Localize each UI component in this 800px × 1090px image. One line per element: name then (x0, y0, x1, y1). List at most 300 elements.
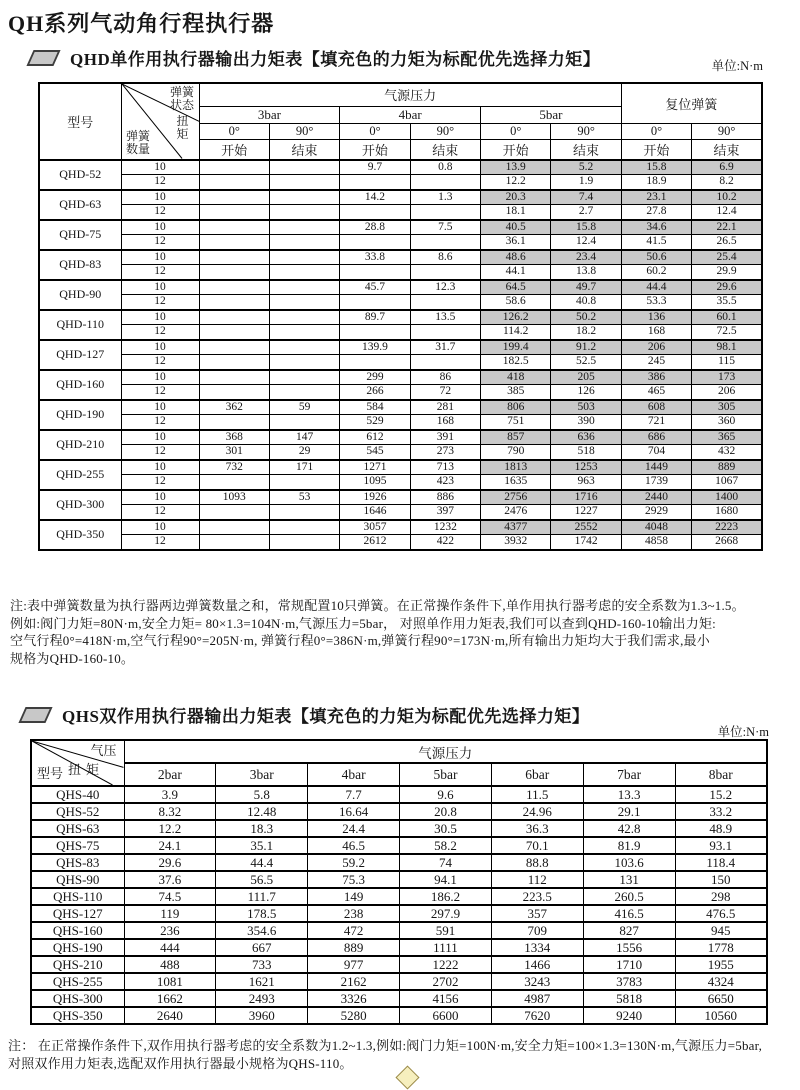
torque-value-cell (199, 205, 269, 220)
model-cell: QHD-110 (39, 310, 121, 340)
torque-value-cell: 1742 (551, 535, 621, 550)
torque-value-cell: 37.6 (124, 871, 216, 888)
angle-col-header: 0° (340, 123, 410, 139)
torque-value-cell (269, 175, 339, 190)
torque-value-cell: 301 (199, 445, 269, 460)
torque-value-cell: 7.7 (308, 786, 400, 803)
torque-value-cell: 42.8 (583, 820, 675, 837)
phase-col-header: 开始 (199, 139, 269, 160)
torque-value-cell: 889 (692, 460, 762, 475)
torque-value-cell: 281 (410, 400, 480, 415)
torque-value-cell (340, 355, 410, 370)
torque-value-cell: 1710 (583, 956, 675, 973)
phase-col-header: 结束 (269, 139, 339, 160)
torque-value-cell (269, 520, 339, 535)
spring-count-cell: 12 (121, 355, 199, 370)
unit-label-2: 单位:N·m (717, 725, 769, 739)
torque-value-cell (340, 295, 410, 310)
spring-count-cell: 10 (121, 280, 199, 295)
torque-value-cell: 15.8 (551, 220, 621, 235)
torque-value-cell: 418 (481, 370, 551, 385)
torque-value-cell: 391 (410, 430, 480, 445)
torque-value-cell: 53 (269, 490, 339, 505)
torque-value-cell: 53.3 (621, 295, 691, 310)
torque-value-cell: 545 (340, 445, 410, 460)
torque-value-cell: 1067 (692, 475, 762, 490)
torque-value-cell: 2756 (481, 490, 551, 505)
model-cell: QHS-210 (31, 956, 124, 973)
model-cell: QHD-210 (39, 430, 121, 460)
torque-value-cell: 36.1 (481, 235, 551, 250)
page-title: QH系列气动角行程执行器 (8, 11, 275, 36)
torque-value-cell: 24.96 (491, 803, 583, 820)
torque-value-cell (199, 190, 269, 205)
torque-value-cell: 472 (308, 922, 400, 939)
torque-value-cell: 58.6 (481, 295, 551, 310)
angle-col-header: 90° (410, 123, 480, 139)
torque-value-cell: 182.5 (481, 355, 551, 370)
note-line: 注:表中弹簧数量为执行器两边弹簧数量之和，常规配置10只弹簧。在正常操作条件下,单作用执行器考虑的安全系数为1.3~1.5。 (10, 598, 745, 613)
torque-value-cell: 115 (692, 355, 762, 370)
phase-col-header: 开始 (621, 139, 691, 160)
spring-count-cell: 10 (121, 460, 199, 475)
torque-value-cell: 9240 (583, 1007, 675, 1024)
torque-value-cell: 168 (410, 415, 480, 430)
torque-value-cell: 10.2 (692, 190, 762, 205)
torque-value-cell: 713 (410, 460, 480, 475)
pressure-col-header: 6bar (491, 763, 583, 786)
torque-value-cell (269, 265, 339, 280)
torque-value-cell (199, 415, 269, 430)
torque-value-cell: 260.5 (583, 888, 675, 905)
torque-value-cell (269, 370, 339, 385)
model-cell: QHD-75 (39, 220, 121, 250)
model-cell: QHS-255 (31, 973, 124, 990)
torque-value-cell: 206 (621, 340, 691, 355)
torque-label: 扭矩 (68, 762, 105, 777)
torque-value-cell (199, 265, 269, 280)
torque-value-cell (410, 295, 480, 310)
torque-value-cell: 3057 (340, 520, 410, 535)
model-cell: QHS-90 (31, 871, 124, 888)
note-line: 规格为QHD-160-10。 (10, 650, 135, 666)
torque-value-cell: 2702 (400, 973, 492, 990)
spring-count-cell: 12 (121, 175, 199, 190)
model-cell: QHD-83 (39, 250, 121, 280)
torque-value-cell (410, 175, 480, 190)
torque-value-cell (269, 325, 339, 340)
torque-value-cell: 360 (692, 415, 762, 430)
torque-value-cell: 36.3 (491, 820, 583, 837)
torque-value-cell (340, 325, 410, 340)
torque-value-cell: 13.5 (410, 310, 480, 325)
torque-value-cell: 4858 (621, 535, 691, 550)
angle-col-header: 90° (551, 123, 621, 139)
section-marker-parallelogram-icon (18, 707, 52, 723)
torque-value-cell: 3.9 (124, 786, 216, 803)
torque-value-cell: 88.8 (491, 854, 583, 871)
torque-value-cell: 89.7 (340, 310, 410, 325)
torque-value-cell: 529 (340, 415, 410, 430)
torque-value-cell: 518 (551, 445, 621, 460)
torque-value-cell (269, 505, 339, 520)
torque-value-cell: 46.5 (308, 837, 400, 854)
model-cell: QHD-63 (39, 190, 121, 220)
torque-value-cell: 2440 (621, 490, 691, 505)
torque-value-cell: 139.9 (340, 340, 410, 355)
spring-count-cell: 10 (121, 400, 199, 415)
torque-value-cell: 13.3 (583, 786, 675, 803)
air-pressure-header-2: 气源压力 (124, 740, 767, 763)
torque-value-cell: 733 (216, 956, 308, 973)
torque-value-cell: 8.2 (692, 175, 762, 190)
torque-value-cell: 2612 (340, 535, 410, 550)
torque-value-cell: 806 (481, 400, 551, 415)
torque-value-cell: 386 (621, 370, 691, 385)
model-cell: QHS-40 (31, 786, 124, 803)
torque-value-cell (199, 175, 269, 190)
torque-value-cell: 1232 (410, 520, 480, 535)
torque-value-cell (340, 235, 410, 250)
torque-value-cell: 74 (400, 854, 492, 871)
diagonal-header-cell-2 (31, 740, 124, 786)
torque-value-cell: 1.9 (551, 175, 621, 190)
torque-value-cell: 178.5 (216, 905, 308, 922)
model-cell: QHS-350 (31, 1007, 124, 1024)
torque-value-cell: 149 (308, 888, 400, 905)
pressure-col-header: 4bar (340, 106, 481, 123)
torque-value-cell: 3243 (491, 973, 583, 990)
spring-count-cell: 12 (121, 325, 199, 340)
phase-col-header: 结束 (692, 139, 762, 160)
torque-value-cell: 72 (410, 385, 480, 400)
model-column-header: 型号 (39, 83, 121, 160)
spring-count-cell: 10 (121, 430, 199, 445)
torque-value-cell: 977 (308, 956, 400, 973)
torque-value-cell: 131 (583, 871, 675, 888)
phase-col-header: 开始 (481, 139, 551, 160)
pressure-col-header: 4bar (308, 763, 400, 786)
torque-value-cell (199, 160, 269, 175)
torque-value-cell (269, 235, 339, 250)
torque-value-cell (269, 160, 339, 175)
model-cell: QHS-75 (31, 837, 124, 854)
torque-value-cell: 5818 (583, 990, 675, 1007)
torque-value-cell: 0.8 (410, 160, 480, 175)
pressure-col-header: 5bar (400, 763, 492, 786)
section1-header (30, 45, 600, 70)
torque-value-cell: 1778 (675, 939, 767, 956)
torque-value-cell: 354.6 (216, 922, 308, 939)
torque-value-cell: 12.2 (124, 820, 216, 837)
torque-value-cell (340, 175, 410, 190)
torque-value-cell: 18.1 (481, 205, 551, 220)
torque-value-cell: 1635 (481, 475, 551, 490)
torque-value-cell: 1111 (400, 939, 492, 956)
model-cell: QHS-63 (31, 820, 124, 837)
spring-count-cell: 10 (121, 370, 199, 385)
spring-count-cell: 12 (121, 385, 199, 400)
pressure-col-header: 7bar (583, 763, 675, 786)
model-cell: QHD-160 (39, 370, 121, 400)
torque-value-cell: 6600 (400, 1007, 492, 1024)
torque-value-cell: 29.1 (583, 803, 675, 820)
torque-value-cell: 1662 (124, 990, 216, 1007)
torque-value-cell: 357 (491, 905, 583, 922)
torque-value-cell (199, 370, 269, 385)
torque-value-cell (269, 355, 339, 370)
torque-value-cell (340, 205, 410, 220)
torque-value-cell: 7.4 (551, 190, 621, 205)
torque-value-cell: 857 (481, 430, 551, 445)
note-line: 例如:阀门力矩=80N·m,安全力矩= 80×1.3=104N·m,气源压力=5bar， 对照单作用力矩表,我们可以查到QHD-160-10输出力矩: (10, 615, 716, 631)
torque-value-cell: 2476 (481, 505, 551, 520)
torque-value-cell (199, 325, 269, 340)
torque-value-cell: 22.1 (692, 220, 762, 235)
torque-value-cell: 60.2 (621, 265, 691, 280)
pressure-col-header: 3bar (199, 106, 340, 123)
spring-count-cell: 10 (121, 520, 199, 535)
torque-value-cell (340, 265, 410, 280)
torque-value-cell: 3783 (583, 973, 675, 990)
torque-value-cell: 50.6 (621, 250, 691, 265)
torque-value-cell: 704 (621, 445, 691, 460)
torque-value-cell: 81.9 (583, 837, 675, 854)
model-cell: QHD-52 (39, 160, 121, 190)
torque-value-cell: 423 (410, 475, 480, 490)
model-cell: QHD-300 (39, 490, 121, 520)
torque-value-cell: 34.6 (621, 220, 691, 235)
section2-title: QHS双作用执行器输出力矩表【填充色的力矩为标配优先选择力矩】 (62, 707, 590, 726)
pressure-label: 气压 (90, 743, 117, 758)
torque-value-cell (410, 205, 480, 220)
torque-value-cell: 1222 (400, 956, 492, 973)
torque-value-cell: 444 (124, 939, 216, 956)
torque-value-cell (410, 235, 480, 250)
torque-value-cell: 14.2 (340, 190, 410, 205)
torque-value-cell: 40.5 (481, 220, 551, 235)
torque-value-cell: 432 (692, 445, 762, 460)
torque-value-cell: 238 (308, 905, 400, 922)
torque-value-cell: 1716 (551, 490, 621, 505)
model-cell: QHD-127 (39, 340, 121, 370)
air-pressure-header: 气源压力 (199, 83, 621, 106)
torque-value-cell: 732 (199, 460, 269, 475)
torque-value-cell: 12.2 (481, 175, 551, 190)
torque-value-cell (410, 355, 480, 370)
torque-value-cell: 305 (692, 400, 762, 415)
torque-value-cell: 18.2 (551, 325, 621, 340)
torque-value-cell: 27.8 (621, 205, 691, 220)
torque-value-cell: 1.3 (410, 190, 480, 205)
torque-value-cell: 6.9 (692, 160, 762, 175)
torque-value-cell: 59 (269, 400, 339, 415)
torque-value-cell: 1466 (491, 956, 583, 973)
torque-value-cell: 3326 (308, 990, 400, 1007)
torque-value-cell: 168 (621, 325, 691, 340)
torque-value-cell (199, 310, 269, 325)
torque-value-cell: 2162 (308, 973, 400, 990)
torque-value-cell (269, 475, 339, 490)
torque-value-cell: 118.4 (675, 854, 767, 871)
torque-value-cell (199, 475, 269, 490)
torque-value-cell: 584 (340, 400, 410, 415)
torque-value-cell: 751 (481, 415, 551, 430)
torque-value-cell (269, 220, 339, 235)
torque-value-cell: 422 (410, 535, 480, 550)
torque-value-cell: 75.3 (308, 871, 400, 888)
angle-col-header: 90° (269, 123, 339, 139)
spring-count-cell: 10 (121, 340, 199, 355)
torque-value-cell: 150 (675, 871, 767, 888)
model-cell: QHS-110 (31, 888, 124, 905)
torque-value-cell: 1334 (491, 939, 583, 956)
torque-value-cell: 74.5 (124, 888, 216, 905)
torque-value-cell (199, 505, 269, 520)
model-cell: QHS-127 (31, 905, 124, 922)
torque-value-cell: 1095 (340, 475, 410, 490)
section-marker-parallelogram-icon (26, 50, 60, 66)
torque-value-cell: 4987 (491, 990, 583, 1007)
torque-value-cell: 1081 (124, 973, 216, 990)
pressure-col-header: 3bar (216, 763, 308, 786)
torque-value-cell: 390 (551, 415, 621, 430)
torque-value-cell: 4156 (400, 990, 492, 1007)
torque-value-cell: 1646 (340, 505, 410, 520)
torque-value-cell (269, 415, 339, 430)
torque-value-cell: 60.1 (692, 310, 762, 325)
torque-value-cell: 4048 (621, 520, 691, 535)
torque-value-cell: 33.8 (340, 250, 410, 265)
torque-value-cell: 10560 (675, 1007, 767, 1024)
torque-value-cell: 44.1 (481, 265, 551, 280)
spring-count-label: 弹簧数量 (125, 128, 150, 157)
torque-value-cell: 2223 (692, 520, 762, 535)
pressure-col-header: 5bar (481, 106, 622, 123)
torque-value-cell (269, 385, 339, 400)
torque-value-cell: 11.5 (491, 786, 583, 803)
torque-value-cell: 29.9 (692, 265, 762, 280)
section1-title: QHD单作用执行器输出力矩表【填充色的力矩为标配优先选择力矩】 (70, 50, 601, 69)
spring-count-cell: 12 (121, 265, 199, 280)
qhd-note (10, 597, 794, 667)
diagonal-header-cell (121, 83, 199, 160)
unit-label-1: 单位:N·m (711, 59, 763, 73)
torque-value-cell: 5.8 (216, 786, 308, 803)
torque-value-cell: 24.1 (124, 837, 216, 854)
torque-value-cell: 1926 (340, 490, 410, 505)
torque-value-cell: 236 (124, 922, 216, 939)
phase-col-header: 结束 (551, 139, 621, 160)
torque-value-cell (199, 295, 269, 310)
torque-value-cell: 1621 (216, 973, 308, 990)
torque-value-cell: 112 (491, 871, 583, 888)
torque-value-cell: 173 (692, 370, 762, 385)
torque-value-cell (269, 205, 339, 220)
torque-value-cell (199, 385, 269, 400)
torque-value-cell: 15.8 (621, 160, 691, 175)
torque-value-cell: 9.7 (340, 160, 410, 175)
torque-value-cell: 33.2 (675, 803, 767, 820)
torque-value-cell: 35.5 (692, 295, 762, 310)
torque-value-cell: 147 (269, 430, 339, 445)
torque-value-cell (269, 280, 339, 295)
torque-value-cell: 171 (269, 460, 339, 475)
torque-value-cell: 1093 (199, 490, 269, 505)
torque-value-cell: 18.9 (621, 175, 691, 190)
return-spring-header: 复位弹簧 (621, 83, 762, 123)
torque-value-cell: 7620 (491, 1007, 583, 1024)
torque-value-cell: 12.4 (692, 205, 762, 220)
torque-value-cell: 667 (216, 939, 308, 956)
torque-value-cell: 886 (410, 490, 480, 505)
torque-value-cell (199, 220, 269, 235)
spring-count-cell: 12 (121, 235, 199, 250)
torque-value-cell: 72.5 (692, 325, 762, 340)
torque-value-cell: 1955 (675, 956, 767, 973)
model-cell: QHS-83 (31, 854, 124, 871)
torque-value-cell: 6650 (675, 990, 767, 1007)
torque-value-cell (199, 340, 269, 355)
torque-value-cell: 91.2 (551, 340, 621, 355)
torque-value-cell (199, 535, 269, 550)
torque-value-cell: 368 (199, 430, 269, 445)
angle-col-header: 0° (621, 123, 691, 139)
torque-value-cell (269, 250, 339, 265)
torque-value-cell: 299 (340, 370, 410, 385)
torque-value-cell: 298 (675, 888, 767, 905)
torque-value-cell: 48.9 (675, 820, 767, 837)
torque-value-cell: 126 (551, 385, 621, 400)
torque-value-cell: 1813 (481, 460, 551, 475)
section2-header (22, 702, 589, 727)
torque-value-cell: 4324 (675, 973, 767, 990)
torque-value-cell: 1739 (621, 475, 691, 490)
torque-value-cell: 1556 (583, 939, 675, 956)
spring-count-cell: 10 (121, 310, 199, 325)
torque-value-cell: 2640 (124, 1007, 216, 1024)
spring-count-cell: 10 (121, 160, 199, 175)
angle-col-header: 90° (692, 123, 762, 139)
torque-value-cell: 12.48 (216, 803, 308, 820)
torque-value-cell (199, 280, 269, 295)
torque-label: 扭矩 (176, 114, 189, 142)
torque-value-cell: 1271 (340, 460, 410, 475)
torque-value-cell (269, 535, 339, 550)
spring-count-cell: 10 (121, 190, 199, 205)
torque-value-cell: 20.3 (481, 190, 551, 205)
model-cell: QHS-300 (31, 990, 124, 1007)
torque-value-cell: 29 (269, 445, 339, 460)
torque-value-cell: 416.5 (583, 905, 675, 922)
torque-value-cell: 273 (410, 445, 480, 460)
torque-value-cell (269, 190, 339, 205)
torque-value-cell: 2493 (216, 990, 308, 1007)
torque-value-cell: 35.1 (216, 837, 308, 854)
spring-count-cell: 12 (121, 205, 199, 220)
spring-count-cell: 10 (121, 250, 199, 265)
model-cell: QHS-52 (31, 803, 124, 820)
torque-value-cell: 5.2 (551, 160, 621, 175)
torque-value-cell: 3960 (216, 1007, 308, 1024)
torque-value-cell: 24.4 (308, 820, 400, 837)
torque-value-cell: 136 (621, 310, 691, 325)
torque-value-cell: 5280 (308, 1007, 400, 1024)
torque-value-cell: 8.6 (410, 250, 480, 265)
torque-value-cell: 49.7 (551, 280, 621, 295)
torque-value-cell (269, 310, 339, 325)
qhs-torque-table (30, 739, 768, 1025)
